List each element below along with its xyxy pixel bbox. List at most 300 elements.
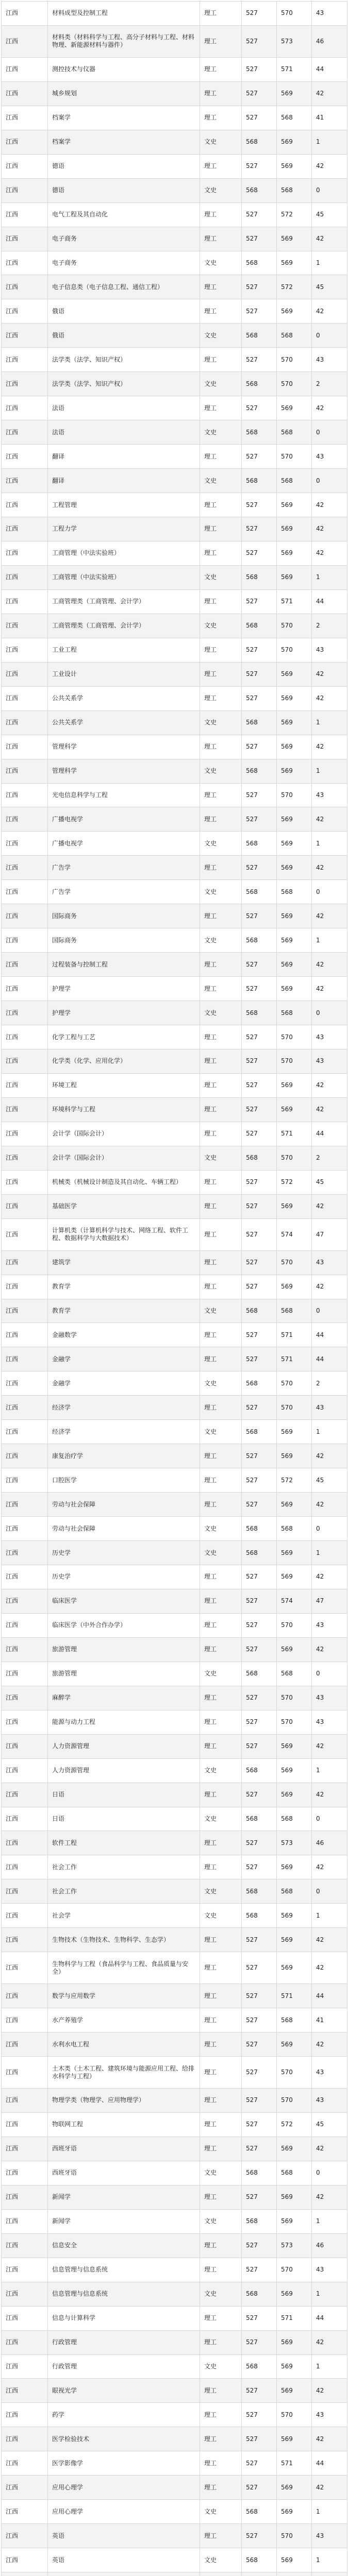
major-cell: 物理学类（物理学、应用物理学） (48, 2089, 200, 2113)
table-row (2, 1565, 347, 1589)
province-cell: 江西 (2, 614, 48, 638)
major-cell: 日语 (48, 1783, 200, 1807)
province-cell: 江西 (2, 928, 48, 953)
table-row (2, 1493, 347, 1517)
province-cell: 江西 (2, 2, 48, 26)
control-line-cell: 527 (242, 783, 277, 807)
province-cell: 江西 (2, 1517, 48, 1541)
score-diff-cell: 42 (312, 735, 347, 759)
category-cell: 理工 (200, 1122, 242, 1146)
province-cell: 江西 (2, 2209, 48, 2233)
category-cell: 理工 (200, 25, 242, 57)
min-score-cell: 569 (277, 1275, 312, 1299)
category-cell: 理工 (200, 1613, 242, 1637)
province-cell: 江西 (2, 2476, 48, 2500)
category-cell (200, 2572, 242, 2576)
major-cell: 化学类（化学、应用化学） (48, 1049, 200, 1073)
category-cell: 理工 (200, 2, 242, 26)
major-cell: 法学类（法学、知识产权） (48, 348, 200, 372)
control-line-cell: 527 (242, 1097, 277, 1122)
major-cell: 环境工程 (48, 1073, 200, 1097)
min-score-cell: 569 (277, 832, 312, 856)
category-cell: 理工 (200, 1831, 242, 1855)
major-cell: 信息与计算科学 (48, 2306, 200, 2330)
province-cell: 江西 (2, 565, 48, 589)
control-line-cell: 527 (242, 1468, 277, 1493)
major-cell: 广告学 (48, 880, 200, 904)
category-cell: 理工 (200, 953, 242, 977)
category-cell: 理工 (200, 348, 242, 372)
control-line-cell: 568 (242, 2500, 277, 2524)
table-row (2, 2500, 347, 2524)
category-cell: 理工 (200, 1783, 242, 1807)
province-cell: 江西 (2, 1984, 48, 2008)
major-cell: 城乡规划 (48, 81, 200, 106)
score-diff-cell: 1 (312, 2209, 347, 2233)
min-score-cell: 569 (277, 541, 312, 565)
province-cell: 江西 (2, 493, 48, 517)
score-diff-cell: 42 (312, 686, 347, 710)
category-cell: 理工 (200, 1170, 242, 1194)
table-row (2, 1347, 347, 1371)
category-cell: 文史 (200, 2282, 242, 2306)
min-score-cell: 568 (277, 1807, 312, 1831)
table-row (2, 1984, 347, 2008)
category-cell: 理工 (200, 2233, 242, 2258)
control-line-cell: 527 (242, 1025, 277, 1049)
table-row (2, 1444, 347, 1468)
province-cell: 江西 (2, 1468, 48, 1493)
province-cell: 江西 (2, 227, 48, 251)
score-diff-cell: 0 (312, 469, 347, 493)
major-cell: 电气工程及其自动化 (48, 202, 200, 227)
control-line-cell: 568 (242, 469, 277, 493)
major-cell: 公共关系学 (48, 686, 200, 710)
table-row (2, 1371, 347, 1396)
control-line-cell: 527 (242, 2032, 277, 2057)
province-cell: 江西 (2, 1686, 48, 1710)
major-cell: 建筑学 (48, 1250, 200, 1275)
min-score-cell: 569 (277, 2500, 312, 2524)
province-cell: 江西 (2, 420, 48, 445)
score-diff-cell: 42 (312, 541, 347, 565)
province-cell: 江西 (2, 880, 48, 904)
category-cell: 理工 (200, 1097, 242, 1122)
min-score-cell: 569 (277, 856, 312, 880)
major-cell: 化学工程与工艺 (48, 1025, 200, 1049)
category-cell: 理工 (200, 1637, 242, 1662)
major-cell: 工商管理类（工商管理、会计学） (48, 589, 200, 614)
major-cell: 广播电视学 (48, 807, 200, 832)
province-cell: 江西 (2, 977, 48, 1001)
control-line-cell: 527 (242, 807, 277, 832)
province-cell: 江西 (2, 953, 48, 977)
control-line-cell: 568 (242, 1001, 277, 1025)
score-diff-cell: 1 (312, 565, 347, 589)
min-score-cell: 568 (277, 1662, 312, 1686)
control-line-cell: 527 (242, 2, 277, 26)
min-score-cell: 568 (277, 178, 312, 202)
category-cell: 理工 (200, 2258, 242, 2282)
category-cell: 理工 (200, 81, 242, 106)
category-cell: 文史 (200, 324, 242, 348)
category-cell: 文史 (200, 1146, 242, 1170)
province-cell: 江西 (2, 2282, 48, 2306)
table-row (2, 2282, 347, 2306)
score-diff-cell: 45 (312, 1468, 347, 1493)
min-score-cell: 569 (277, 1758, 312, 1783)
table-row (2, 614, 347, 638)
control-line-cell: 568 (242, 2548, 277, 2572)
score-diff-cell: 42 (312, 1444, 347, 1468)
min-score-cell: 569 (277, 1783, 312, 1807)
province-cell: 江西 (2, 2112, 48, 2137)
min-score-cell: 569 (277, 2476, 312, 2500)
table-row (2, 1250, 347, 1275)
control-line-cell: 527 (242, 2185, 277, 2209)
province-cell: 江西 (2, 106, 48, 130)
score-diff-cell: 42 (312, 396, 347, 420)
province-cell: 江西 (2, 1637, 48, 1662)
score-diff-cell: 1 (312, 710, 347, 735)
min-score-cell: 569 (277, 1194, 312, 1218)
category-cell: 理工 (200, 202, 242, 227)
major-cell: 工商管理（中法实验班） (48, 565, 200, 589)
category-cell: 理工 (200, 1565, 242, 1589)
control-line-cell: 527 (242, 1565, 277, 1589)
category-cell: 理工 (200, 1025, 242, 1049)
min-score-cell: 570 (277, 2, 312, 26)
control-line-cell: 527 (242, 1073, 277, 1097)
score-diff-cell: 43 (312, 638, 347, 662)
control-line-cell: 527 (242, 2379, 277, 2403)
control-line-cell: 527 (242, 348, 277, 372)
category-cell: 理工 (200, 2089, 242, 2113)
major-cell: 眼视光学 (48, 2379, 200, 2403)
score-diff-cell: 46 (312, 25, 347, 57)
score-diff-cell: 42 (312, 904, 347, 928)
major-cell: 广播电视学 (48, 832, 200, 856)
score-diff-cell: 43 (312, 348, 347, 372)
score-diff-cell: 43 (312, 1049, 347, 1073)
table-row (2, 2032, 347, 2057)
control-line-cell: 527 (242, 2330, 277, 2354)
table-row (2, 25, 347, 57)
category-cell: 文史 (200, 1662, 242, 1686)
min-score-cell: 568 (277, 469, 312, 493)
table-row (2, 928, 347, 953)
major-cell: 国际商务 (48, 904, 200, 928)
min-score-cell: 571 (277, 2451, 312, 2476)
category-cell: 理工 (200, 57, 242, 81)
control-line-cell: 527 (242, 106, 277, 130)
score-diff-cell: 44 (312, 1984, 347, 2008)
table-row (2, 977, 347, 1001)
major-cell: 会计学（国际会计） (48, 1122, 200, 1146)
score-diff-cell: 1 (312, 832, 347, 856)
province-cell: 江西 (2, 1541, 48, 1565)
score-diff-cell: 42 (312, 154, 347, 178)
score-diff-cell: 42 (312, 2330, 347, 2354)
major-cell: 管理科学 (48, 735, 200, 759)
major-cell: 临床医学 (48, 1589, 200, 1613)
province-cell: 江西 (2, 202, 48, 227)
province-cell: 江西 (2, 1710, 48, 1734)
province-cell: 江西 (2, 2548, 48, 2572)
major-cell: 康复治疗学 (48, 1444, 200, 1468)
min-score-cell: 570 (277, 1250, 312, 1275)
min-score-cell: 569 (277, 1565, 312, 1589)
major-cell: 行政管理 (48, 2354, 200, 2379)
province-cell: 江西 (2, 2057, 48, 2089)
score-diff-cell: 1 (312, 2500, 347, 2524)
control-line-cell: 527 (242, 81, 277, 106)
province-cell: 江西 (2, 1371, 48, 1396)
score-diff-cell: 44 (312, 2306, 347, 2330)
category-cell: 文史 (200, 2500, 242, 2524)
major-cell: 能源与动力工程 (48, 1710, 200, 1734)
major-cell: 机械类（机械设计制造及其自动化、车辆工程） (48, 1170, 200, 1194)
table-row (2, 759, 347, 783)
major-cell: 口腔医学 (48, 1468, 200, 1493)
min-score-cell: 570 (277, 2057, 312, 2089)
table-row (2, 2209, 347, 2233)
score-diff-cell: 43 (312, 445, 347, 469)
table-row (2, 57, 347, 81)
control-line-cell: 527 (242, 541, 277, 565)
control-line-cell: 527 (242, 396, 277, 420)
table-row (2, 1855, 347, 1879)
control-line-cell: 527 (242, 1686, 277, 1710)
control-line-cell: 527 (242, 299, 277, 324)
min-score-cell: 569 (277, 1493, 312, 1517)
score-diff-cell: 42 (312, 517, 347, 541)
score-diff-cell: 43 (312, 1710, 347, 1734)
min-score-cell: 569 (277, 251, 312, 275)
category-cell: 理工 (200, 2306, 242, 2330)
category-cell: 文史 (200, 178, 242, 202)
score-diff-cell: 43 (312, 783, 347, 807)
min-score-cell: 568 (277, 324, 312, 348)
score-diff-cell (312, 2572, 347, 2576)
category-cell: 理工 (200, 2185, 242, 2209)
control-line-cell: 568 (242, 880, 277, 904)
min-score-cell: 569 (277, 565, 312, 589)
score-table (1, 1, 347, 2576)
control-line-cell (242, 2572, 277, 2576)
score-diff-cell: 2 (312, 1146, 347, 1170)
min-score-cell: 574 (277, 1218, 312, 1250)
control-line-cell: 527 (242, 2524, 277, 2548)
control-line-cell: 527 (242, 1194, 277, 1218)
min-score-cell: 569 (277, 1073, 312, 1097)
score-diff-cell: 42 (312, 2137, 347, 2161)
score-diff-cell: 2 (312, 372, 347, 396)
province-cell: 江西 (2, 1299, 48, 1323)
score-diff-cell: 42 (312, 977, 347, 1001)
min-score-cell: 570 (277, 372, 312, 396)
major-cell: 生物技术（生物技术、生物科学、生态学） (48, 1928, 200, 1952)
min-score-cell: 570 (277, 2524, 312, 2548)
min-score-cell: 569 (277, 759, 312, 783)
table-row (2, 1541, 347, 1565)
min-score-cell: 572 (277, 2112, 312, 2137)
score-diff-cell: 42 (312, 2427, 347, 2451)
province-cell: 江西 (2, 807, 48, 832)
table-row (2, 251, 347, 275)
major-cell: 电子商务 (48, 251, 200, 275)
major-cell: 教育学 (48, 1299, 200, 1323)
major-cell: 西班牙语 (48, 2137, 200, 2161)
control-line-cell: 527 (242, 2112, 277, 2137)
table-row (2, 856, 347, 880)
category-cell: 文史 (200, 928, 242, 953)
table-row (2, 1073, 347, 1097)
control-line-cell: 527 (242, 1218, 277, 1250)
category-cell: 理工 (200, 1218, 242, 1250)
min-score-cell: 573 (277, 1831, 312, 1855)
major-cell: 翻译 (48, 445, 200, 469)
category-cell: 理工 (200, 638, 242, 662)
table-row (2, 1686, 347, 1710)
category-cell: 文史 (200, 2161, 242, 2185)
control-line-cell: 527 (242, 589, 277, 614)
min-score-cell: 571 (277, 1984, 312, 2008)
control-line-cell: 527 (242, 1049, 277, 1073)
category-cell: 文史 (200, 1807, 242, 1831)
score-diff-cell: 42 (312, 2032, 347, 2057)
province-cell: 江西 (2, 1146, 48, 1170)
major-cell: 过程装备与控制工程 (48, 953, 200, 977)
category-cell: 理工 (200, 904, 242, 928)
province-cell: 江西 (2, 2451, 48, 2476)
control-line-cell: 527 (242, 904, 277, 928)
table-row (2, 420, 347, 445)
min-score-cell: 569 (277, 227, 312, 251)
control-line-cell: 568 (242, 130, 277, 154)
table-row (2, 735, 347, 759)
min-score-cell: 568 (277, 2161, 312, 2185)
category-cell: 理工 (200, 856, 242, 880)
table-row (2, 1807, 347, 1831)
score-diff-cell: 0 (312, 880, 347, 904)
major-cell: 护理学 (48, 977, 200, 1001)
score-diff-cell: 0 (312, 1299, 347, 1323)
min-score-cell: 569 (277, 662, 312, 686)
category-cell: 理工 (200, 2403, 242, 2427)
min-score-cell: 569 (277, 130, 312, 154)
major-cell: 环境科学与工程 (48, 1097, 200, 1122)
control-line-cell: 527 (242, 2057, 277, 2089)
min-score-cell: 569 (277, 154, 312, 178)
province-cell: 江西 (2, 710, 48, 735)
score-table-body (2, 2, 347, 2576)
category-cell: 文史 (200, 614, 242, 638)
control-line-cell: 527 (242, 856, 277, 880)
score-diff-cell: 0 (312, 420, 347, 445)
major-cell: 生物科学与工程（食品科学与工程、食品质量与安全） (48, 1952, 200, 1984)
control-line-cell: 527 (242, 735, 277, 759)
province-cell: 江西 (2, 1928, 48, 1952)
table-row (2, 2572, 347, 2576)
score-diff-cell: 2 (312, 1371, 347, 1396)
category-cell: 理工 (200, 299, 242, 324)
min-score-cell: 570 (277, 614, 312, 638)
province-cell: 江西 (2, 2233, 48, 2258)
score-diff-cell: 1 (312, 1420, 347, 1444)
major-cell: 材料类（材料科学与工程、高分子材料与工程、材料物理、新能源材料与器件） (48, 25, 200, 57)
province-cell: 江西 (2, 1396, 48, 1420)
score-diff-cell: 43 (312, 1250, 347, 1275)
control-line-cell: 568 (242, 614, 277, 638)
min-score-cell: 572 (277, 1170, 312, 1194)
min-score-cell: 573 (277, 2233, 312, 2258)
score-diff-cell: 44 (312, 1347, 347, 1371)
category-cell: 理工 (200, 2476, 242, 2500)
category-cell: 文史 (200, 1758, 242, 1783)
category-cell: 文史 (200, 1541, 242, 1565)
control-line-cell: 527 (242, 1637, 277, 1662)
province-cell (2, 2572, 48, 2576)
table-row (2, 202, 347, 227)
control-line-cell: 527 (242, 1613, 277, 1637)
category-cell: 理工 (200, 154, 242, 178)
control-line-cell: 527 (242, 2008, 277, 2032)
min-score-cell: 570 (277, 783, 312, 807)
score-diff-cell: 1 (312, 2282, 347, 2306)
table-row (2, 1734, 347, 1758)
score-diff-cell: 45 (312, 2112, 347, 2137)
control-line-cell: 568 (242, 420, 277, 445)
control-line-cell: 568 (242, 2161, 277, 2185)
score-diff-cell: 1 (312, 2548, 347, 2572)
major-cell: 社会工作 (48, 1855, 200, 1879)
category-cell: 理工 (200, 1984, 242, 2008)
min-score-cell: 569 (277, 953, 312, 977)
table-row (2, 2112, 347, 2137)
score-diff-cell: 46 (312, 2233, 347, 2258)
control-line-cell: 568 (242, 2209, 277, 2233)
major-cell: 医学检验技术 (48, 2427, 200, 2451)
control-line-cell: 527 (242, 2233, 277, 2258)
control-line-cell: 568 (242, 1662, 277, 1686)
table-row (2, 1928, 347, 1952)
province-cell: 江西 (2, 686, 48, 710)
score-diff-cell: 43 (312, 1025, 347, 1049)
control-line-cell: 568 (242, 759, 277, 783)
control-line-cell: 568 (242, 1299, 277, 1323)
min-score-cell: 569 (277, 807, 312, 832)
control-line-cell: 568 (242, 372, 277, 396)
category-cell: 理工 (200, 2330, 242, 2354)
table-row (2, 1662, 347, 1686)
category-cell: 理工 (200, 1589, 242, 1613)
category-cell: 文史 (200, 1904, 242, 1928)
min-score-cell: 569 (277, 299, 312, 324)
province-cell: 江西 (2, 2161, 48, 2185)
min-score-cell: 568 (277, 1879, 312, 1904)
score-diff-cell: 42 (312, 493, 347, 517)
score-diff-cell: 44 (312, 589, 347, 614)
min-score-cell: 571 (277, 1323, 312, 1347)
category-cell: 理工 (200, 2057, 242, 2089)
category-cell: 文史 (200, 759, 242, 783)
min-score-cell: 572 (277, 1468, 312, 1493)
control-line-cell: 527 (242, 227, 277, 251)
table-row (2, 1396, 347, 1420)
category-cell: 理工 (200, 541, 242, 565)
min-score-cell: 569 (277, 2427, 312, 2451)
